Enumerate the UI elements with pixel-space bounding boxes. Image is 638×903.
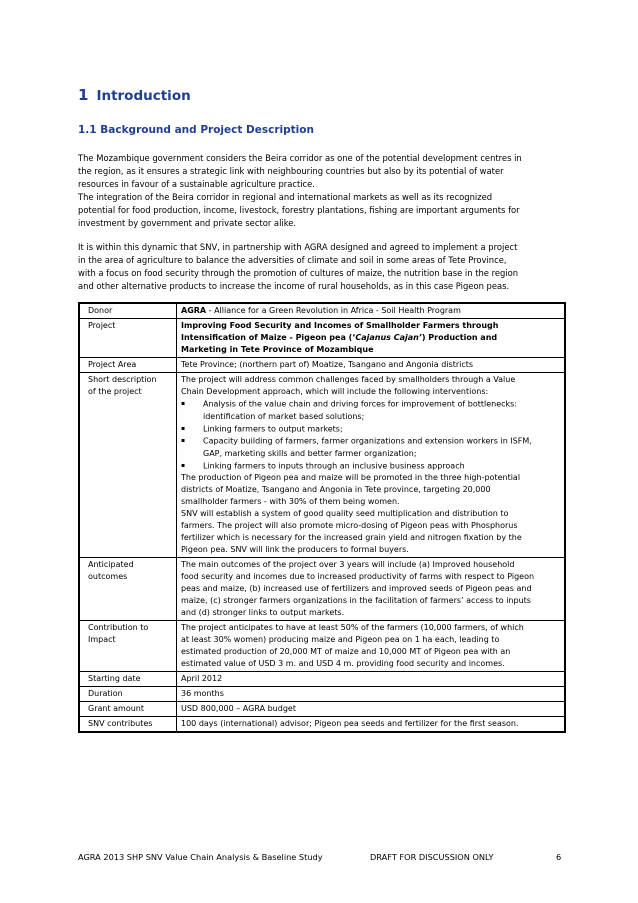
row-label-line: Anticipated [88, 560, 134, 569]
row-label: SNV contributes [79, 717, 177, 733]
table-row [79, 303, 565, 319]
row-label: Duration [79, 687, 177, 702]
project-title-part: Intensification of Maize - Pigeon pea (‘ [181, 333, 356, 342]
row-text: maize, (c) stronger farmers organizations in the facilitation of farmers’ access to inputs [181, 596, 531, 605]
row-value: 36 months [177, 687, 566, 702]
row-label: Project [79, 319, 177, 358]
paragraph-line: with a focus on food security through the promotion of cultures of maize, the nutrition base in the region [78, 268, 519, 278]
paragraph-line: in the area of agriculture to balance the adversities of climate and soil in some areas of Tete Province, [78, 255, 507, 265]
project-title-line [181, 332, 560, 344]
row-value [177, 621, 566, 672]
section-title: Introduction [96, 88, 191, 104]
page-number: 6 [556, 852, 562, 862]
donor-description: - Alliance for a Green Revolution in Africa - Soil Health Program [206, 306, 461, 315]
row-label: Project Area [79, 358, 177, 373]
paragraph-line: The Mozambique government considers the Beira corridor as one of the potential development centres in [78, 153, 522, 163]
bullet-text-continued: GAP, marketing skills and better farmer organization; [203, 448, 417, 458]
row-text: The production of Pigeon pea and maize will be promoted in the three high-potential [181, 473, 521, 482]
bullet-item [181, 460, 560, 473]
bullet-text: Capacity building of farmers, farmer organizations and extension workers in ISFM, [203, 436, 532, 446]
row-label [79, 558, 177, 621]
paragraph-dynamic [78, 241, 568, 293]
row-text: The project will address common challenges faced by smallholders through a Value [181, 375, 516, 384]
bullet-icon: ▪ [181, 437, 186, 444]
row-text: estimated production of 20,000 MT of maize and 10,000 MT of Pigeon pea with an [181, 647, 511, 656]
bullet-text-continued: identification of market based solutions; [203, 411, 365, 421]
paragraph-background [78, 152, 568, 230]
donor-name: AGRA [181, 306, 207, 315]
row-text: fertilizer which is necessary for the increased grain yield and nitrogen fixation by the [181, 533, 522, 542]
table-row [79, 373, 565, 558]
row-value [177, 717, 566, 733]
row-value [177, 319, 566, 358]
row-label: Starting date [79, 672, 177, 687]
row-text: districts of Moatize, Tsangano and Angonia in Tete province, targeting 20,000 [181, 485, 491, 494]
bullet-icon: ▪ [181, 400, 186, 407]
paragraph-line: the region, as it ensures a strategic link with neighbouring countries but also by its potential of water [78, 166, 504, 176]
row-value [177, 558, 566, 621]
row-text: The project anticipates to have at least 50% of the farmers (10,000 farmers, of which [181, 623, 524, 632]
project-title-line: Marketing in Tete Province of Mozambique [181, 345, 374, 354]
table-row [79, 358, 565, 373]
row-label-line: of the project [88, 387, 142, 396]
bullet-icon: ▪ [181, 424, 186, 432]
section-heading [78, 86, 191, 104]
project-info-table [78, 302, 566, 733]
row-label-line: Short description [88, 375, 157, 384]
row-text: Tete Province; (northern part of) Moatize, Tsangano and Angonia districts [181, 360, 474, 369]
paragraph-line: and other alternative products to increase the income of rural households, as in this case Pigeon peas. [78, 281, 510, 291]
row-text: and (d) stronger links to output markets. [181, 608, 345, 617]
table-row [79, 319, 565, 358]
row-label-line: outcomes [88, 572, 128, 581]
paragraph-line: potential for food production, income, livestock, forestry plantations, fishing are important arguments for [78, 205, 520, 215]
footer-document-title: AGRA 2013 SHP SNV Value Chain Analysis & Baseline Study [78, 852, 323, 862]
table-row [79, 558, 565, 621]
bullet-item [181, 435, 560, 448]
project-title-line: Improving Food Security and Incomes of Smallholder Farmers through [181, 321, 499, 330]
row-text: food security and incomes due to increased productivity of farms with respect to Pigeon [181, 572, 535, 581]
bullet-text: Linking farmers to inputs through an inclusive business approach [203, 461, 465, 470]
bullet-text: Linking farmers to output markets; [203, 424, 343, 433]
project-title-part: ) Production and [421, 333, 498, 342]
section-number: 1 [78, 86, 89, 104]
row-text: Chain Development approach, which will include the following interventions: [181, 387, 489, 396]
bullet-icon: ▪ [181, 461, 186, 469]
row-label: Donor [79, 303, 177, 319]
table-row [79, 687, 565, 702]
row-value [177, 373, 566, 558]
row-text: peas and maize, (b) increased use of fertilizers and improved seeds of Pigeon peas and [181, 584, 532, 593]
row-text: SNV will establish a system of good quality seed multiplication and distribution to [181, 509, 509, 518]
row-label-line: Impact [88, 635, 116, 644]
bullet-item [181, 423, 560, 436]
subsection-heading: 1.1 Background and Project Description [78, 124, 314, 136]
row-label: Grant amount [79, 702, 177, 717]
row-text: The main outcomes of the project over 3 years will include (a) Improved household [181, 560, 515, 569]
row-text: at least 30% women) producing maize and Pigeon pea on 1 ha each, leading to [181, 635, 500, 644]
project-title-italic: Cajanus Cajan’ [355, 333, 422, 342]
bullet-text: Analysis of the value chain and driving forces for improvement of bottlenecks: [203, 399, 518, 409]
table-row [79, 672, 565, 687]
row-value [177, 358, 566, 373]
row-text: farmers. The project will also promote micro-dosing of Pigeon peas with Phosphorus [181, 521, 518, 530]
footer-draft-notice: DRAFT FOR DISCUSSION ONLY [370, 852, 494, 862]
row-value [177, 303, 566, 319]
row-value: USD 800,000 – AGRA budget [177, 702, 566, 717]
row-text: smallholder farmers - with 30% of them being women. [181, 497, 400, 506]
bullet-item [181, 398, 560, 411]
row-label [79, 373, 177, 558]
table-row [79, 621, 565, 672]
row-text: 100 days (international) advisor; Pigeon pea seeds and fertilizer for the first season. [181, 719, 519, 728]
row-value: April 2012 [177, 672, 566, 687]
paragraph-line: It is within this dynamic that SNV, in partnership with AGRA designed and agreed to implement a project [78, 242, 518, 252]
row-text: Pigeon pea. SNV will link the producers to formal buyers. [181, 545, 409, 554]
row-label-line: Contribution to [88, 623, 149, 632]
paragraph-line: resources in favour of a sustainable agriculture practice. [78, 179, 315, 189]
table-row [79, 717, 565, 733]
row-label [79, 621, 177, 672]
paragraph-line: The integration of the Beira corridor in regional and international markets as well as its recognized [78, 192, 493, 202]
paragraph-line: investment by government and private sector alike. [78, 218, 297, 228]
table-row [79, 702, 565, 717]
row-text: estimated value of USD 3 m. and USD 4 m. providing food security and incomes. [181, 659, 505, 668]
